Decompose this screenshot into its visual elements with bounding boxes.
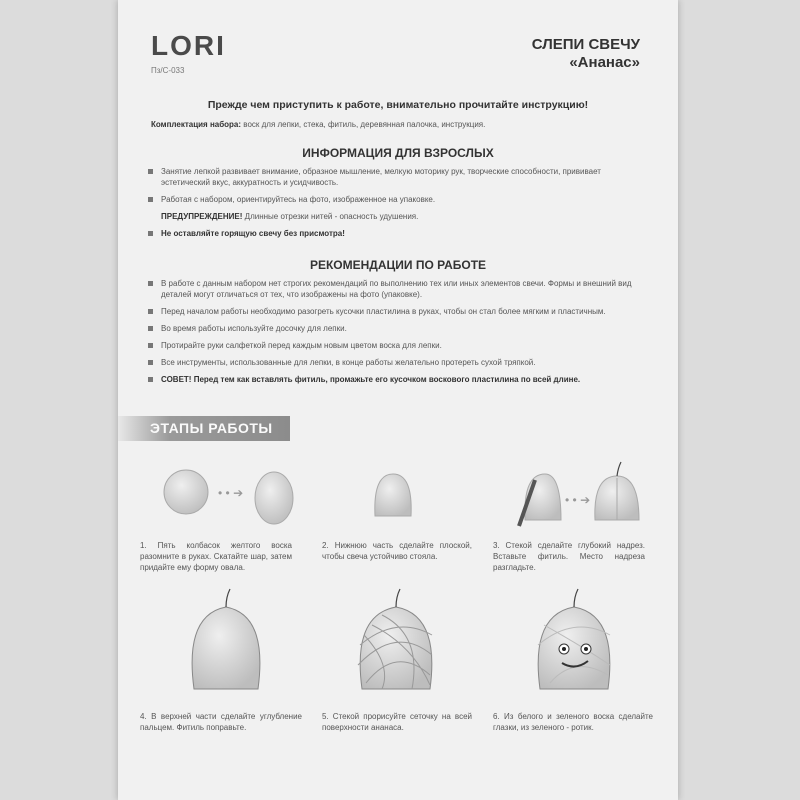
list-item: Все инструменты, использованные для лепки, в конце работы желательно протереть сухой тряпкой. xyxy=(148,357,648,368)
step-4-illustration xyxy=(182,585,272,695)
kit-text: воск для лепки, стека, фитиль, деревянная палочка, инструкция. xyxy=(243,120,486,129)
pineapple-body xyxy=(192,607,260,689)
step-5-illustration xyxy=(352,585,442,695)
stages-heading: ЭТАПЫ РАБОТЫ xyxy=(150,420,273,436)
wick-icon xyxy=(226,589,230,607)
list-item: Протирайте руки салфеткой перед каждым новым цветом воска для лепки. xyxy=(148,340,648,351)
list-item: Во время работы используйте досочку для лепки. xyxy=(148,323,648,334)
warning-text: Длинные отрезки нитей - опасность удушения. xyxy=(244,212,419,221)
wick-icon xyxy=(617,462,621,476)
lead-warning: Прежде чем приступить к работе, внимательно прочитайте инструкцию! xyxy=(207,99,589,111)
wax-oval xyxy=(255,472,293,524)
arrow-icon: • • ➔ xyxy=(218,486,244,500)
kit-contents xyxy=(151,120,651,129)
pineapple-face-body xyxy=(538,607,610,689)
adults-heading: ИНФОРМАЦИЯ ДЛЯ ВЗРОСЛЫХ xyxy=(302,146,494,160)
adults-list xyxy=(148,166,648,245)
step-6-illustration xyxy=(530,585,620,695)
article-code: Пз/С-033 xyxy=(151,66,185,75)
wax-ball xyxy=(164,470,208,514)
candle-note: Не оставляйте горящую свечу без присмотра! xyxy=(148,228,648,239)
kit-label: Комплектация набора: xyxy=(151,120,242,129)
title-line-1: СЛЕПИ СВЕЧУ xyxy=(531,36,640,53)
list-item: В работе с данным набором нет строгих рекомендаций по выполнению тех или иных элементов свечи. Формы и внешний вид деталей могут отличаться от тех, что изображены на фото (упаковке). xyxy=(148,278,648,300)
step-3-illustration xyxy=(505,460,655,535)
warning-label: ПРЕДУПРЕЖДЕНИЕ! xyxy=(161,212,243,221)
wick-icon xyxy=(396,589,400,607)
step-3-text: 3. Стекой сделайте глубокий надрез. Вставьте фитиль. Место надреза разгладьте. xyxy=(493,541,645,572)
product-title xyxy=(532,36,640,72)
wick-icon xyxy=(574,589,578,607)
step-6-text: 6. Из белого и зеленого воска сделайте глазки, из зеленого - ротик. xyxy=(493,712,653,732)
step-1-text: 1. Пять колбасок желтого воска разомните в руках. Скатайте шар, затем придайте ему форму овала. xyxy=(140,541,292,572)
step-2-text: 2. Нижнюю часть сделайте плоской, чтобы свеча устойчиво стояла. xyxy=(322,541,472,561)
tip-item: СОВЕТ! Перед тем как вставлять фитиль, промажьте его кусочком воскового пластилина по всей длине. xyxy=(148,374,648,385)
step-5-text: 5. Стекой прорисуйте сеточку на всей поверхности ананаса. xyxy=(322,712,472,732)
arrow-icon: • • ➔ xyxy=(565,493,591,507)
list-item: Работая с набором, ориентируйтесь на фото, изображенное на упаковке. xyxy=(148,194,648,205)
list-item: Перед началом работы необходимо разогреть кусочки пластилина в руках, чтобы он стал более мягким и пластичным. xyxy=(148,306,648,317)
step-4-text: 4. В верхней части сделайте углубление пальцем. Фитиль поправьте. xyxy=(140,712,302,732)
recs-list xyxy=(148,278,648,391)
warning-item xyxy=(148,211,648,222)
flat-bottom-oval xyxy=(375,474,411,516)
title-line-2: «Ананас» xyxy=(569,54,640,71)
recs-heading: РЕКОМЕНДАЦИИ ПО РАБОТЕ xyxy=(309,258,487,272)
brand-logo: LORI xyxy=(151,30,226,61)
list-item: Занятие лепкой развивает внимание, образное мышление, мелкую моторику рук, творческие способности, прививает эстетический вкус, аккуратность и усидчивость. xyxy=(148,166,648,188)
step-1-illustration xyxy=(150,466,300,536)
step-2-illustration xyxy=(365,466,425,536)
